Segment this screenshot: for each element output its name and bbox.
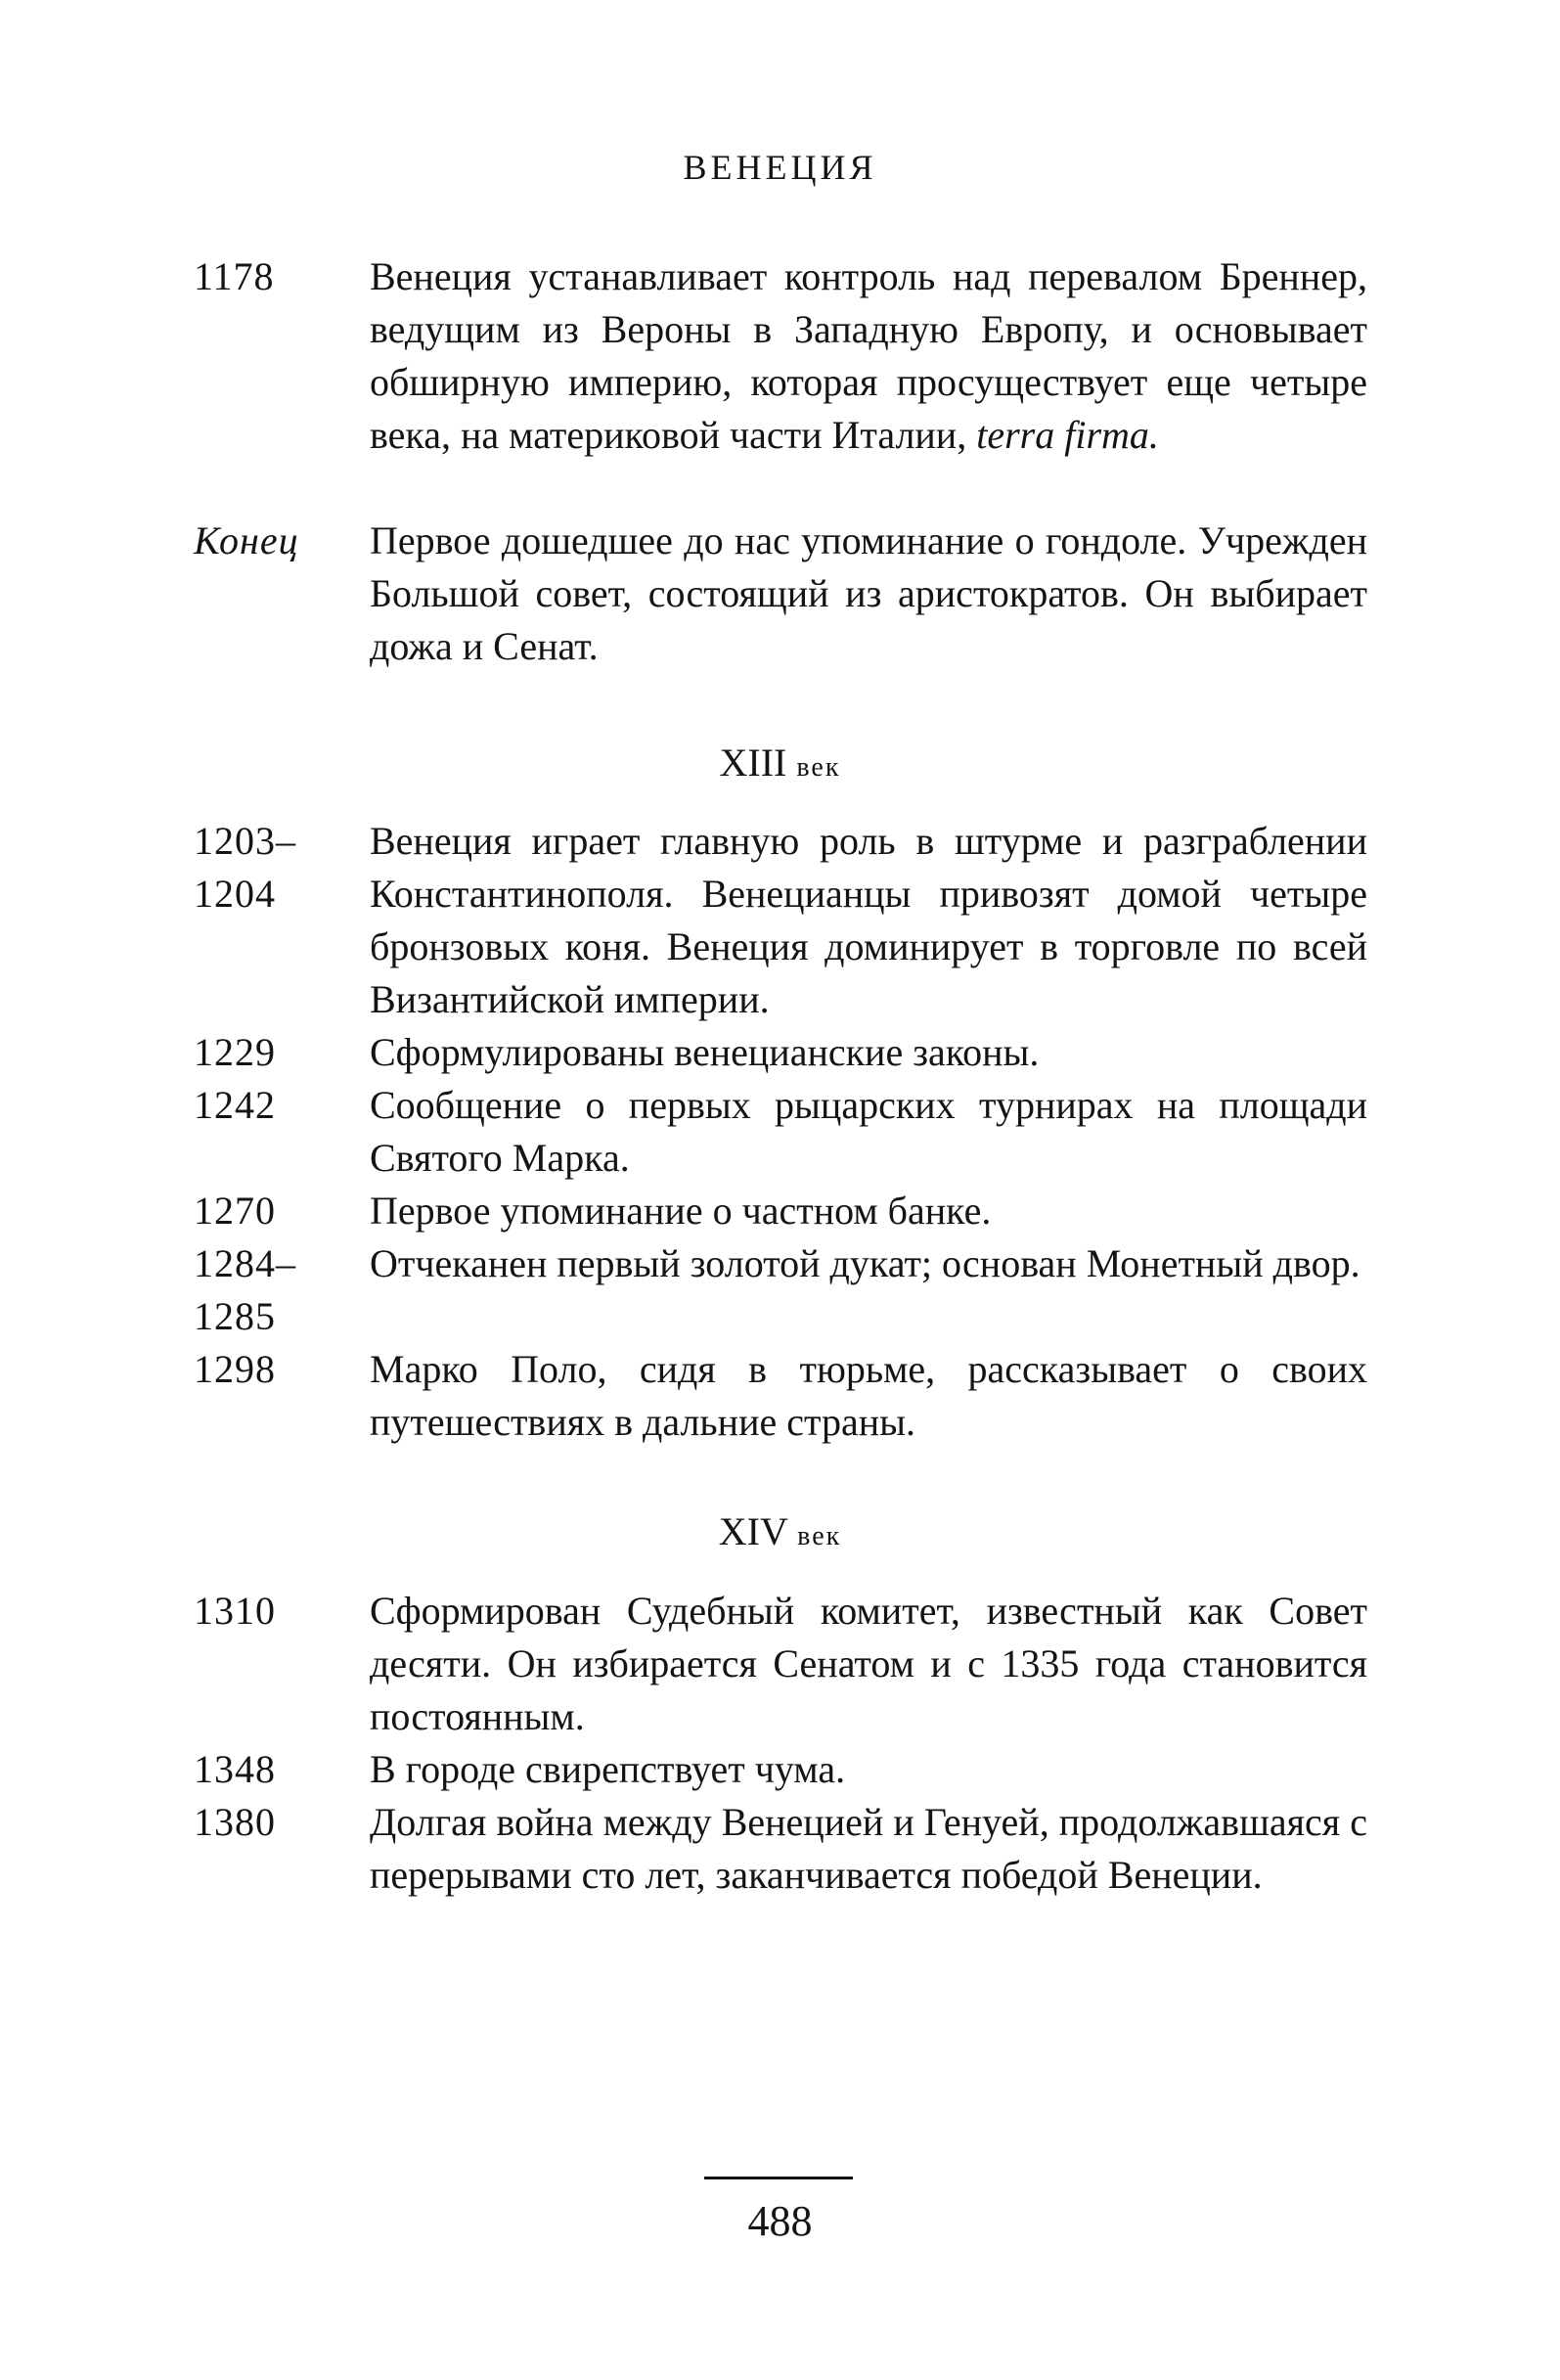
- entry-text-body: Венеция устанавливает контроль над перевалом Бреннер, ведущим из Вероны в Западную Европу, и основывает обширную империю, которая просуществует еще четыре века, на материковой части Италии,: [370, 254, 1367, 457]
- entry-text: В городе свирепствует чума.: [370, 1747, 846, 1791]
- section-heading-xiii: [0, 740, 1560, 786]
- entry-text: [370, 250, 1367, 462]
- entry-text: Сообщение о первых рыцарских турнирах на площади Святого Марка.: [370, 1083, 1367, 1180]
- entry-text: Сформулированы венецианские законы.: [370, 1030, 1040, 1074]
- entry-date: 1284– 1285: [194, 1241, 296, 1338]
- entry-date: 1298: [194, 1347, 276, 1391]
- century-numeral: XIV: [718, 1509, 788, 1553]
- page-number: 488: [747, 2197, 813, 2245]
- entry-date: 1348: [194, 1747, 276, 1791]
- entry-text: Первое дошедшее до нас упоминание о гондоле. Учрежден Большой совет, состоящий из аристократов. Он выбирает дожа и Сенат.: [370, 518, 1367, 668]
- entry-text: Венеция играет главную роль в штурме и разграблении Константинополя. Венецианцы привозят домой четыре бронзовых коня. Венеция доминирует в торговле по всей Византийской империи.: [370, 819, 1367, 1021]
- entry-text: Первое упоминание о частном банке.: [370, 1189, 992, 1233]
- entry-date: 1178: [194, 254, 275, 298]
- entry-text: Сформирован Судебный комитет, известный как Совет десяти. Он избирается Сенатом и с 1335 года становится постоянным.: [370, 1589, 1367, 1738]
- entry-date: 1203– 1204: [194, 819, 296, 916]
- section-heading-xiv: [0, 1508, 1560, 1554]
- entry-text-italic: terra firma.: [976, 413, 1159, 457]
- entry-date: 1242: [194, 1083, 276, 1127]
- running-head: ВЕНЕЦИЯ: [683, 148, 877, 187]
- century-label: век: [796, 752, 841, 783]
- folio-rule: [704, 2177, 853, 2179]
- entry-date: 1310: [194, 1589, 276, 1633]
- entry-text: Долгая война между Венецией и Генуей, продолжавшаяся с перерывами сто лет, заканчивается победой Венеции.: [370, 1800, 1367, 1897]
- entry-date: 1380: [194, 1800, 276, 1844]
- entry-date: 1270: [194, 1189, 276, 1233]
- entry-text: Марко Поло, сидя в тюрьме, рассказывает о своих путешествиях в дальние страны.: [370, 1347, 1367, 1444]
- entry-date: Конец: [194, 518, 299, 562]
- entry-date: 1229: [194, 1030, 276, 1074]
- entry-text: Отчеканен первый золотой дукат; основан Монетный двор.: [370, 1241, 1360, 1285]
- century-label: век: [797, 1521, 842, 1551]
- century-numeral: XIII: [719, 741, 787, 785]
